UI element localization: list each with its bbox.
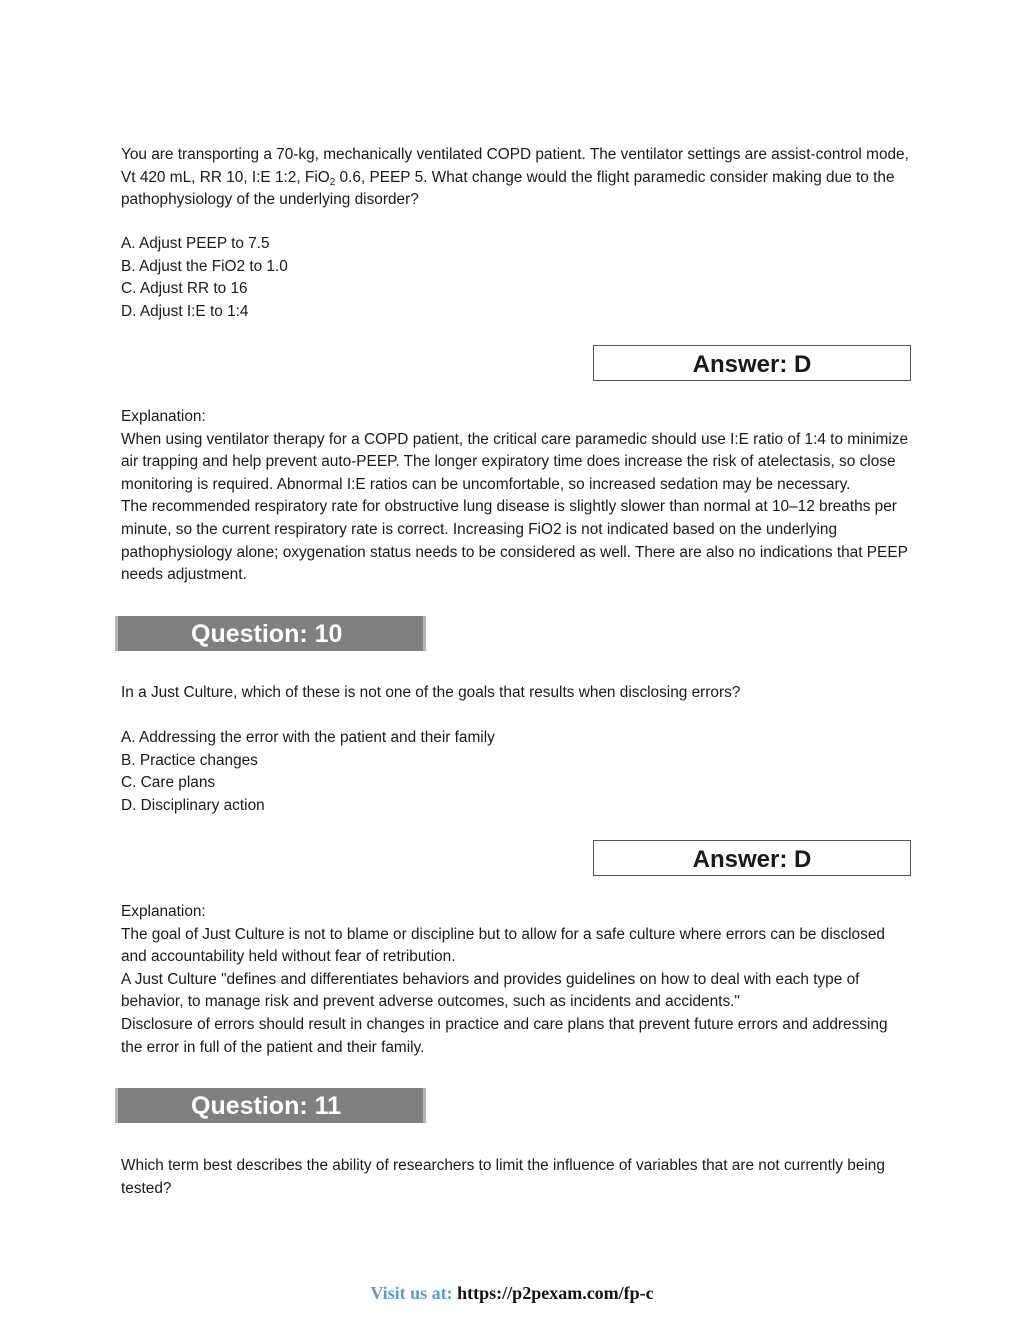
q10-stem: In a Just Culture, which of these is not one of the goals that results when disclosing errors? [121,684,741,701]
question-11-heading [115,1088,426,1123]
question-10-heading [115,616,426,651]
q9-explanation-p1: When using ventilator therapy for a COPD patient, the critical care paramedic should use I:E ratio of 1:4 to minimize air trapping and help prevent auto-PEEP. The longer expiratory time does increase the risk of atelectasis, so close monitoring is required. Abnormal I:E ratios can be uncomfortable, so increased sedation may be necessary. [121,430,909,493]
q10-option-c: C. Care plans [121,774,216,792]
q10-explanation [121,901,911,1059]
q9-option-a: A. Adjust PEEP to 7.5 [121,235,270,252]
q11-stem: Which term best describes the ability of researchers to limit the influence of variables that are not currently being tested? [121,1157,885,1197]
q10-options [121,727,911,817]
question-11-heading-text: Question: 11 [191,1092,342,1120]
q9-options [121,233,911,323]
footer [0,1282,1024,1305]
q9-explanation [121,406,911,587]
footer-visit-label: Visit us at: [370,1283,453,1303]
footer-url-link[interactable]: https://p2pexam.com/fp-c [457,1283,654,1303]
q9-explanation-p2: The recommended respiratory rate for obstructive lung disease is slightly slower than normal at 10–12 breaths per minute, so the current respiratory rate is correct. Increasing FiO2 is not indicated based on the underlying pathophysiology alone; oxygenation status needs to be considered as well. There are also no indications that PEEP needs adjustment. [121,498,908,584]
question-10-heading-text: Question: 10 [191,620,343,648]
q9-answer-box: Answer: D [593,345,911,381]
q9-stem: You are transporting a 70-kg, mechanically ventilated COPD patient. The ventilator settings are assist-control mode, Vt 420 mL, RR 10, I:E 1:2, FiO$_2$ 0.6, PEEP 5. What change would the flight paramedic consider making due to the pathophysiology of the underlying disorder? [121,146,909,209]
q10-option-d: D. Disciplinary action [121,796,265,814]
q10-option-b: B. Practice changes [121,751,258,769]
q10-explanation-p3: Disclosure of errors should result in changes in practice and care plans that prevent future errors and addressing the error in full of the patient and their family. [121,1015,888,1056]
q9-option-b: B. Adjust the FiO2 to 1.0 [121,257,288,275]
q9-option-d: D. Adjust I:E to 1:4 [121,302,249,320]
q10-explanation-p1: The goal of Just Culture is not to blame or discipline but to allow for a safe culture where errors can be disclosed and accountability held without fear of retribution. [121,925,885,966]
q9-option-c: C. Adjust RR to 16 [121,280,248,298]
q10-explanation-label: Explanation: [121,903,206,920]
q10-option-a: A. Addressing the error with the patient and their family [121,729,495,746]
q9-explanation-label: Explanation: [121,408,206,425]
q10-explanation-p2: A Just Culture "defines and differentiates behaviors and provides guidelines on how to deal with each type of behavior, to manage risk and prevent adverse outcomes, such as incidents and accidents." [121,970,860,1011]
q10-answer-box: Answer: D [593,840,911,876]
